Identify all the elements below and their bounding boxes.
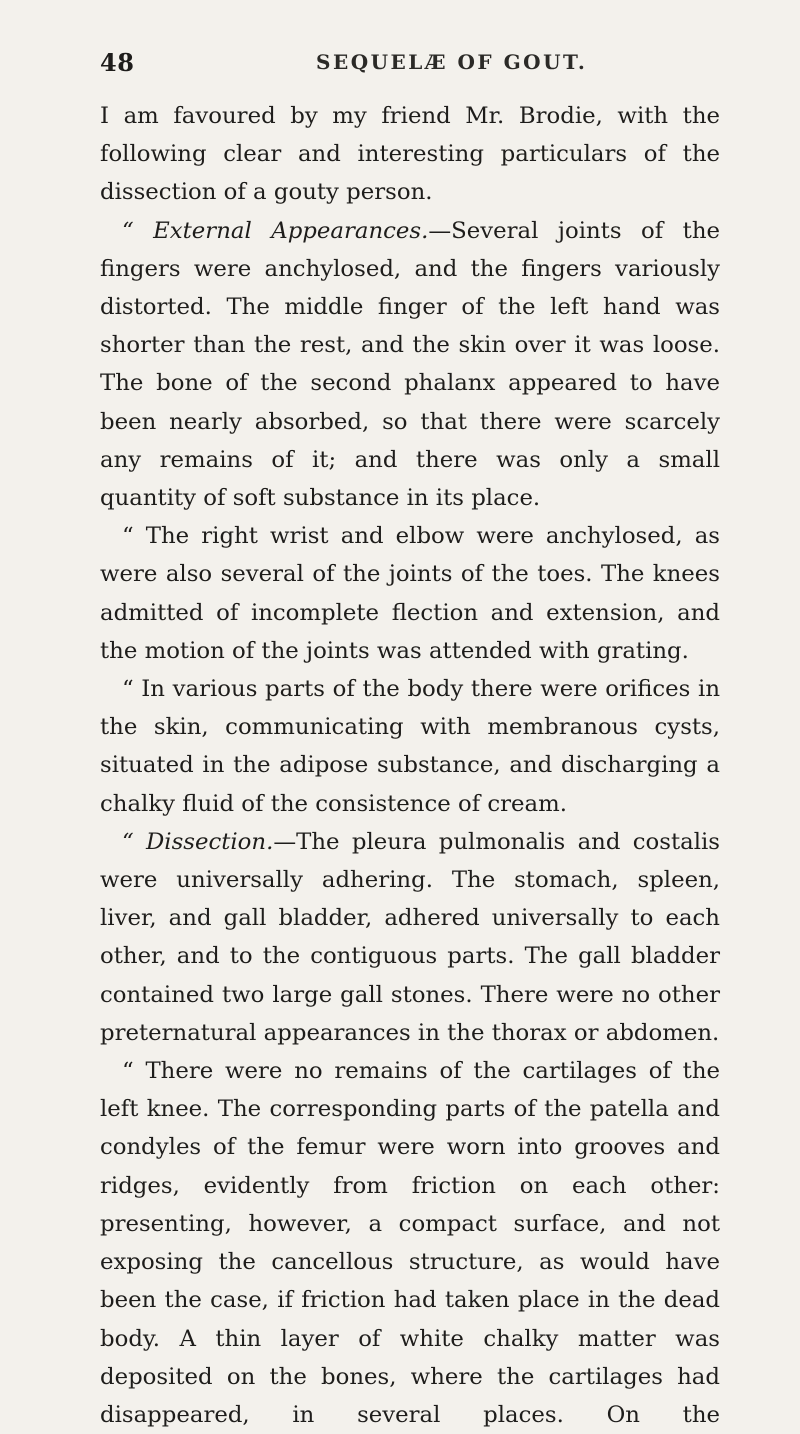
paragraph-wrist-elbow [100, 517, 720, 670]
paragraph-text: “ In various parts of the body there were orifices in the skin, communicating with membranous cysts, situated in the adipose substance, and discharging a chalky fluid of the consistence of cream. [100, 676, 720, 817]
paragraph-intro [100, 97, 720, 212]
page-number: 48 [100, 48, 135, 77]
body-text [100, 97, 720, 1434]
paragraph-text: —Several joints of the fingers were anchylosed, and the fingers variously distorted. The middle finger of the left hand was shorter than the rest, and the skin over it was loose. The bone of the second phalanx appeared to have been nearly absorbed, so that there were scarcely any remains of it; and there was only a small quantity of soft substance in its place. [100, 217, 720, 512]
paragraph-text: —The pleura pulmonalis and costalis were universally adhering. The stomach, spleen, liver, and gall bladder, adhered universally to each other, and to the contiguous parts. The gall bladder contained two large gall stones. There were no other preternatural appearances in the thorax or abdomen. [100, 828, 721, 1046]
paragraph-knee [100, 1052, 720, 1434]
section-heading-dissection: “ Dissection. [122, 828, 274, 855]
paragraph-dissection [100, 823, 720, 1052]
paragraph-text: “ The right wrist and elbow were anchylosed, as were also several of the joints of the toes. The knees admitted of incomplete flection and extension, and the motion of the joints was attended with grating. [100, 523, 720, 664]
section-heading-external-appearances: “ External Appearances. [122, 217, 429, 244]
running-head-title: SEQUELÆ OF GOUT. [316, 50, 588, 74]
paragraph-text: I am favoured by my friend Mr. Brodie, with the following clear and interesting particulars of the dissection of a gouty person. [100, 103, 720, 206]
running-head [100, 48, 720, 78]
paragraph-orifices [100, 670, 720, 823]
paragraph-external-appearances [100, 212, 720, 518]
paragraph-text: “ There were no remains of the cartilages of the left knee. The corresponding parts of the patella and condyles of the femur were worn into grooves and ridges, evidently from friction on each other: presenting, however, a compact surface, and not exposing the cancellous structure, as would have been the case, if friction had taken place in the dead body. A thin layer of white chalky matter was deposited on the bones, where the cartilages had disappeared, in several places. On the [100, 1058, 720, 1428]
